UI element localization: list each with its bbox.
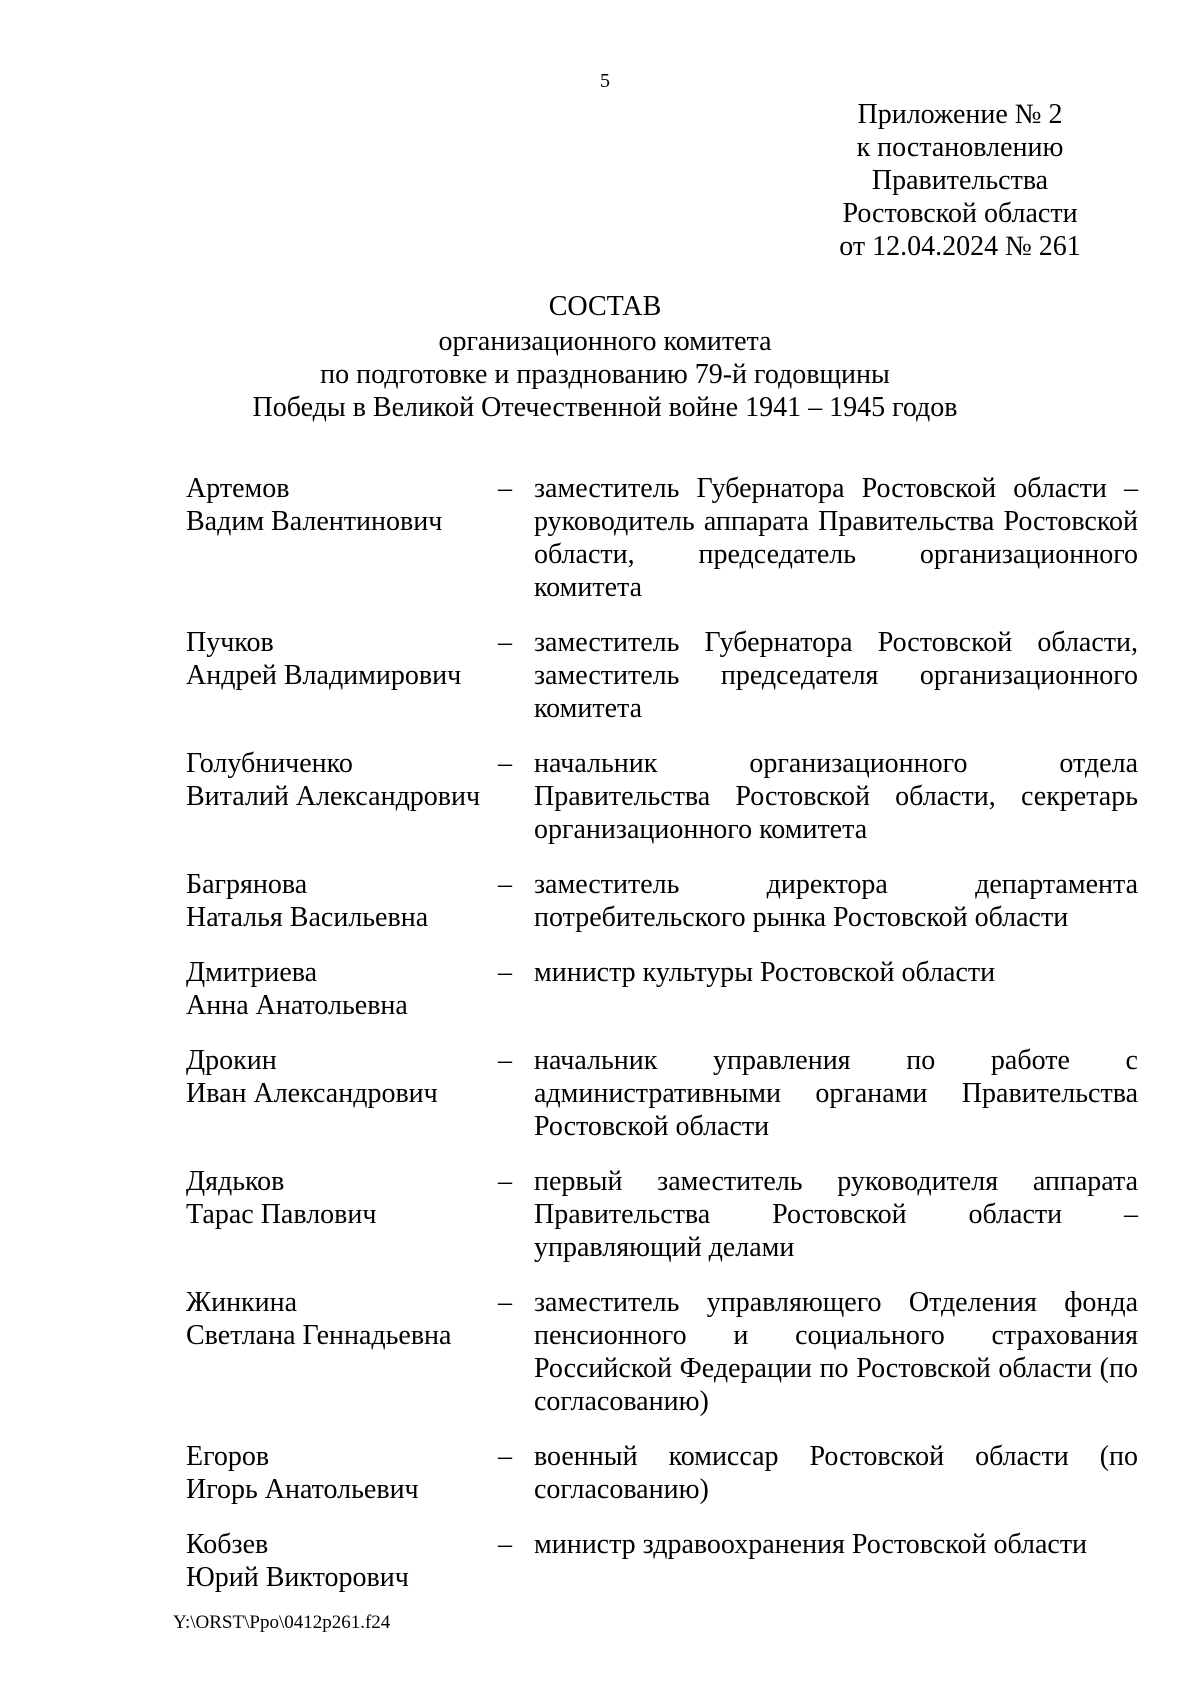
member-entry <box>186 747 1146 846</box>
appendix-line: Приложение № 2 <box>857 99 1063 130</box>
member-name <box>186 1286 498 1418</box>
appendix-block <box>820 98 1100 263</box>
appendix-line: Правительства <box>871 165 1049 196</box>
file-path-footer: Y:\ORST\Ppo\0412p261.f24 <box>173 1612 391 1633</box>
member-name <box>186 472 498 604</box>
member-role: заместитель директора департамента потребительского рынка Ростовской области <box>534 869 1138 933</box>
member-surname: Голубниченко <box>186 748 353 779</box>
member-entry <box>186 1528 1146 1594</box>
member-given-names: Тарас Павлович <box>186 1199 377 1230</box>
appendix-line: Ростовской области <box>842 198 1078 229</box>
member-dash: – <box>498 627 512 658</box>
member-entry <box>186 956 1146 1022</box>
title-line: Победы в Великой Отечественной войне 1941 – 1945 годов <box>252 392 958 423</box>
member-surname: Пучков <box>186 627 274 658</box>
title-line: по подготовке и празднованию 79-й годовщины <box>320 359 890 390</box>
member-name <box>186 1528 498 1594</box>
member-name <box>186 747 498 846</box>
member-role: министр культуры Ростовской области <box>534 957 996 988</box>
member-entry <box>186 472 1146 604</box>
member-entry <box>186 868 1146 934</box>
member-entry <box>186 1044 1146 1143</box>
member-given-names: Наталья Васильевна <box>186 902 429 933</box>
member-role: заместитель Губернатора Ростовской области, заместитель председателя организационного комитета <box>534 627 1138 724</box>
member-surname: Багрянова <box>186 869 308 900</box>
member-name <box>186 868 498 934</box>
members-list <box>186 472 1146 1594</box>
member-surname: Дядьков <box>186 1166 285 1197</box>
member-role: заместитель Губернатора Ростовской области – руководитель аппарата Правительства Ростовской области, председатель организационного комитета <box>534 473 1138 603</box>
member-role: начальник управления по работе с административными органами Правительства Ростовской области <box>534 1045 1138 1142</box>
member-surname: Егоров <box>186 1441 270 1472</box>
member-surname: Дрокин <box>186 1045 277 1076</box>
member-dash: – <box>498 1287 512 1318</box>
member-surname: Дмитриева <box>186 957 318 988</box>
member-name <box>186 1440 498 1506</box>
member-surname: Жинкина <box>186 1287 298 1318</box>
title-heading: СОСТАВ <box>548 291 662 322</box>
member-name <box>186 956 498 1022</box>
appendix-line: от 12.04.2024 № 261 <box>839 231 1081 262</box>
title-line: организационного комитета <box>438 326 772 357</box>
member-dash: – <box>498 748 512 779</box>
member-given-names: Юрий Викторович <box>186 1562 409 1593</box>
document-title <box>0 290 1200 424</box>
member-given-names: Игорь Анатольевич <box>186 1474 419 1505</box>
member-dash: – <box>498 1166 512 1197</box>
member-entry <box>186 1286 1146 1418</box>
member-entry <box>186 626 1146 725</box>
member-role: министр здравоохранения Ростовской области <box>534 1529 1088 1560</box>
member-role: первый заместитель руководителя аппарата Правительства Ростовской области – управляющий делами <box>534 1166 1138 1263</box>
member-surname: Кобзев <box>186 1529 269 1560</box>
member-dash: – <box>498 1045 512 1076</box>
member-given-names: Виталий Александрович <box>186 781 481 812</box>
member-dash: – <box>498 957 512 988</box>
member-dash: – <box>498 473 512 504</box>
member-given-names: Вадим Валентинович <box>186 506 443 537</box>
member-given-names: Анна Анатольевна <box>186 990 408 1021</box>
member-entry <box>186 1165 1146 1264</box>
member-name <box>186 1044 498 1143</box>
appendix-line: к постановлению <box>856 132 1064 163</box>
member-given-names: Андрей Владимирович <box>186 660 462 691</box>
member-surname: Артемов <box>186 473 290 504</box>
member-dash: – <box>498 869 512 900</box>
page-number: 5 <box>600 70 610 92</box>
member-name <box>186 1165 498 1264</box>
member-role: начальник организационного отдела Правительства Ростовской области, секретарь организационного комитета <box>534 748 1138 845</box>
member-role: военный комиссар Ростовской области (по согласованию) <box>534 1441 1138 1505</box>
member-entry <box>186 1440 1146 1506</box>
member-dash: – <box>498 1441 512 1472</box>
member-name <box>186 626 498 725</box>
member-dash: – <box>498 1529 512 1560</box>
member-role: заместитель управляющего Отделения фонда пенсионного и социального страхования Российской Федерации по Ростовской области (по согласованию) <box>534 1287 1138 1417</box>
member-given-names: Светлана Геннадьевна <box>186 1320 452 1351</box>
member-given-names: Иван Александрович <box>186 1078 438 1109</box>
